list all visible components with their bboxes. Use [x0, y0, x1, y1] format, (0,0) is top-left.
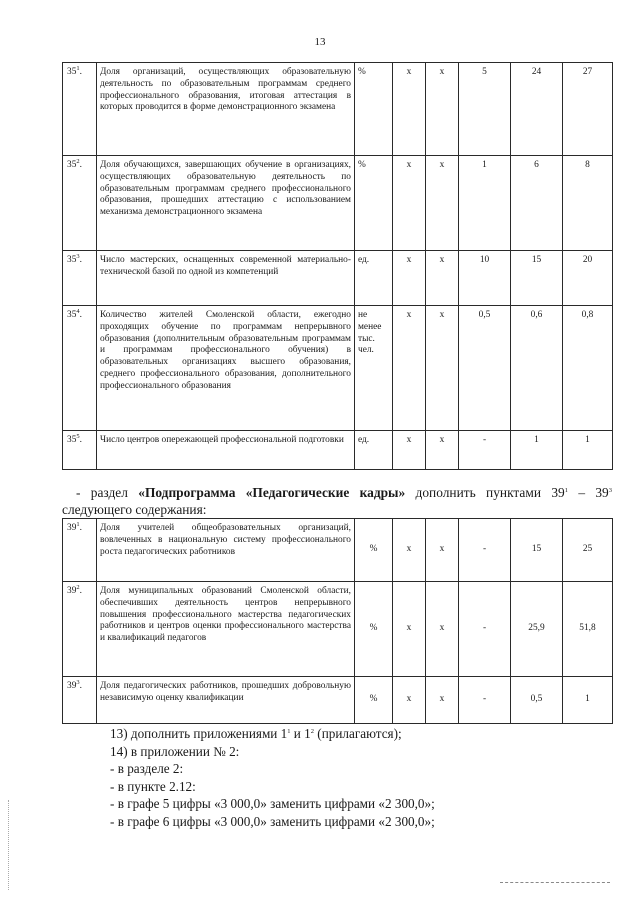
row-description: Число центров опережающей профессиональной подготовки: [97, 431, 355, 470]
row-col-x2: x: [426, 431, 459, 470]
item13-text-b: и 1: [290, 726, 311, 741]
row-value-1: 0,5: [459, 306, 511, 431]
row-number-main: 35: [67, 67, 77, 77]
row-number-suffix: .: [79, 67, 82, 77]
list-item-13: [110, 725, 610, 743]
table-row: [63, 306, 613, 431]
table-row: [63, 156, 613, 251]
row-number-suffix: .: [79, 255, 82, 265]
footer-rule: [500, 882, 610, 883]
row-unit: %: [355, 519, 393, 582]
table-row: [63, 677, 613, 724]
list-item-point: - в пункте 2.12:: [110, 778, 196, 794]
indicators-table-top: [62, 62, 613, 470]
section-prefix: - раздел: [76, 485, 139, 500]
section-sup-b: 3: [608, 487, 612, 494]
section-end: следующего содержания:: [62, 502, 207, 517]
list-item-col5: - в графе 5 цифры «3 000,0» заменить цифрами «2 300,0»;: [110, 796, 435, 811]
row-value-2: 6: [511, 156, 563, 251]
row-col-x2: x: [426, 156, 459, 251]
row-number: [63, 63, 97, 156]
row-value-1: -: [459, 677, 511, 724]
row-unit: ед.: [355, 251, 393, 306]
row-number-main: 35: [67, 255, 77, 265]
row-number: [63, 519, 97, 582]
row-number-sup: 3: [76, 253, 80, 260]
row-col-x2: x: [426, 677, 459, 724]
row-value-3: 27: [563, 63, 613, 156]
row-col-x2: x: [426, 306, 459, 431]
row-value-2: 24: [511, 63, 563, 156]
row-number-sup: 1: [76, 521, 80, 528]
row-number-sup: 2: [76, 158, 80, 165]
row-col-x1: x: [393, 431, 426, 470]
table-row: [63, 63, 613, 156]
item13-text-c: (прилагаются);: [314, 726, 402, 741]
row-number-main: 35: [67, 310, 77, 320]
row-number-main: 35: [67, 435, 77, 445]
section-middle: дополнить пунктами 39: [405, 485, 565, 500]
row-number-main: 39: [67, 681, 77, 691]
row-col-x2: x: [426, 63, 459, 156]
row-col-x1: x: [393, 156, 426, 251]
item13-sup-1: 1: [287, 728, 291, 735]
row-number: [63, 431, 97, 470]
row-col-x1: x: [393, 519, 426, 582]
row-value-1: -: [459, 582, 511, 677]
list-item-col6: - в графе 6 цифры «3 000,0» заменить цифрами «2 300,0»;: [110, 813, 435, 829]
row-number: [63, 582, 97, 677]
row-col-x2: x: [426, 251, 459, 306]
row-col-x2: x: [426, 519, 459, 582]
row-number: [63, 677, 97, 724]
indicators-table-bottom: [62, 518, 613, 724]
row-col-x1: x: [393, 306, 426, 431]
row-number-suffix: .: [79, 523, 82, 533]
row-value-2: 0,5: [511, 677, 563, 724]
row-value-3: 8: [563, 156, 613, 251]
row-number-sup: 3: [76, 679, 80, 686]
row-description: Доля обучающихся, завершающих обучение в организациях, осуществляющих образовательную деятельность по образовательным программам среднего профессионального образования, прошедших аттестацию с использованием механизма демонстрационного экзамена: [97, 156, 355, 251]
row-number-suffix: .: [79, 160, 82, 170]
row-number-sup: 5: [76, 433, 80, 440]
row-value-2: 15: [511, 519, 563, 582]
row-unit: ед.: [355, 431, 393, 470]
row-number-main: 39: [67, 586, 77, 596]
table-row: [63, 251, 613, 306]
row-value-3: 20: [563, 251, 613, 306]
row-value-2: 0,6: [511, 306, 563, 431]
row-col-x1: x: [393, 251, 426, 306]
row-description: Доля муниципальных образований Смоленской области, обеспечивших деятельность центров непрерывного повышения профессионального мастерства педагогических работников и центров оценки профессионального мастерства и квалификаций педагогов: [97, 582, 355, 677]
row-number-sup: 1: [76, 65, 80, 72]
table-row: [63, 431, 613, 470]
item13-text-a: 13) дополнить приложениями 1: [110, 726, 288, 741]
row-col-x2: x: [426, 582, 459, 677]
list-item-14: 14) в приложении № 2:: [110, 743, 240, 759]
page-number: 13: [314, 36, 326, 48]
row-value-2: 25,9: [511, 582, 563, 677]
row-number-suffix: .: [79, 435, 82, 445]
row-value-1: -: [459, 431, 511, 470]
section-dash: – 39: [567, 485, 609, 500]
section-sup-a: 1: [564, 487, 568, 494]
row-value-3: 0,8: [563, 306, 613, 431]
row-number: [63, 251, 97, 306]
row-value-2: 15: [511, 251, 563, 306]
row-description: Количество жителей Смоленской области, ежегодно проходящих обучение по программам непрерывного образования (дополнительным образовательным программам и программам профессионального обучения) в образовательных организациях высшего образования, среднего профессионального образования, дополнительного профессионального образования: [97, 306, 355, 431]
row-number: [63, 156, 97, 251]
row-unit: %: [355, 63, 393, 156]
row-number-sup: 4: [76, 308, 80, 315]
section-title: «Подпрограмма «Педагогические кадры»: [138, 485, 406, 500]
row-description: Доля организаций, осуществляющих образовательную деятельность по образовательным программам среднего профессионального образования, итоговая аттестация в которых проводится в форме демонстрационного экзамена: [97, 63, 355, 156]
row-description: Доля учителей общеобразовательных организаций, вовлеченных в национальную систему профессионального роста педагогических работников: [97, 519, 355, 582]
row-number-main: 35: [67, 160, 77, 170]
row-value-3: 51,8: [563, 582, 613, 677]
row-col-x1: x: [393, 582, 426, 677]
margin-mark: [8, 800, 10, 890]
row-col-x1: x: [393, 677, 426, 724]
row-value-3: 1: [563, 431, 613, 470]
row-description: Число мастерских, оснащенных современной материально-технической базой по одной из компетенций: [97, 251, 355, 306]
row-number-main: 39: [67, 523, 77, 533]
row-number-suffix: .: [79, 586, 82, 596]
table-row: [63, 582, 613, 677]
list-item-section: - в разделе 2:: [110, 761, 184, 776]
row-value-1: 10: [459, 251, 511, 306]
item13-sup-2: 2: [310, 728, 314, 735]
row-unit: %: [355, 677, 393, 724]
row-unit: %: [355, 582, 393, 677]
row-col-x1: x: [393, 63, 426, 156]
row-value-3: 25: [563, 519, 613, 582]
row-value-2: 1: [511, 431, 563, 470]
section-paragraph: [62, 484, 612, 518]
row-number-suffix: .: [79, 310, 82, 320]
row-unit: %: [355, 156, 393, 251]
row-number-suffix: .: [79, 681, 82, 691]
row-unit: не менее тыс. чел.: [355, 306, 393, 431]
row-description: Доля педагогических работников, прошедших добровольную независимую оценку квалификации: [97, 677, 355, 724]
row-number-sup: 2: [76, 584, 80, 591]
table-row: [63, 519, 613, 582]
row-value-1: 5: [459, 63, 511, 156]
row-value-1: -: [459, 519, 511, 582]
amendments-list: [110, 725, 610, 830]
row-value-3: 1: [563, 677, 613, 724]
row-number: [63, 306, 97, 431]
row-value-1: 1: [459, 156, 511, 251]
